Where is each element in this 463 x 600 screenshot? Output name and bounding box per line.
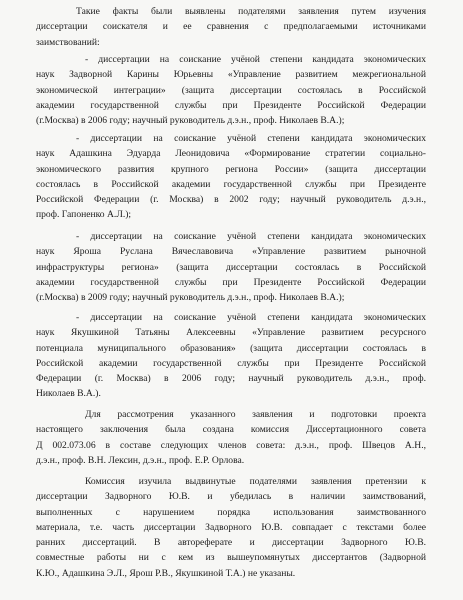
text-line: Российской Федерации (г. Москва) в 2002 году; научный руководитель д.э.н., (36, 194, 426, 206)
text-line: - диссертации на соискание учёной степени кандидата экономических (76, 312, 426, 323)
text-line: д.э.н., проф. В.Н. Лексин, д.э.н., проф. Е.Р. Орлова. (36, 454, 245, 466)
commission-paragraph (36, 407, 426, 468)
text-line: настоящего заключения была создана комиссия Диссертационного совета (36, 424, 426, 436)
text-line: наук Адашкина Эдуарда Леонидовича «Формирование стратегии социально- (36, 148, 426, 160)
text-line: (г.Москва) в 2009 году; научный руководитель д.э.н., проф. Николаев В.А.); (36, 292, 345, 304)
text-line: заимствований: (36, 36, 100, 48)
text-line: диссертации Задворного Ю.В. и убедилась в наличии заимствований, (36, 491, 426, 503)
intro-paragraph (36, 4, 426, 50)
text-line: Д 002.073.06 в составе следующих членов совета: д.э.н., проф. Швецов А.Н., (36, 439, 426, 451)
text-line: - диссертации на соискание учёной степени кандидата экономических (85, 54, 426, 65)
text-line: ранних диссертаций. В автореферате и диссертации Задворного Ю.В. (36, 537, 426, 549)
text-line: Федерации (г. Москва) в 2006 году; научный руководитель д.э.н., проф. (36, 373, 426, 385)
dissertation-yakushkina-paragraph (36, 310, 426, 402)
text-line: состоялась в Российской академии государственной службы при Президенте (36, 178, 426, 190)
text-line: К.Ю., Адашкина Э.Л., Ярош Р.В., Якушкиной Т.А.) не указаны. (36, 567, 296, 579)
dissertation-zadvornaya-paragraph (36, 52, 426, 128)
text-line: Николаев В.А.). (36, 388, 101, 400)
text-line: Комиссия изучила выдвинутые подателями заявления претензии к (85, 476, 426, 487)
text-line: наук Яроша Руслана Вячеславовича «Управление развитием рыночной (36, 246, 426, 258)
dissertation-adashkin-paragraph (36, 131, 426, 223)
text-line: Российской академии государственной службы при Президенте Российской (36, 357, 426, 369)
text-line: экономического развития крупного региона России» (защита диссертации (36, 163, 426, 175)
text-line: - диссертации на соискание учёной степени кандидата экономических (76, 231, 426, 242)
text-line: академии государственной службы при Президенте Российской Федерации (36, 276, 426, 288)
text-line: Для рассмотрения указанного заявления и подготовки проекта (85, 409, 426, 420)
text-line: проф. Гапоненко А.Л.); (36, 209, 132, 221)
text-line: - диссертации на соискание учёной степени кандидата экономических (76, 133, 426, 144)
text-line: диссертации соискателя и ее сравнения с предполагаемыми источниками (36, 21, 426, 33)
text-line: академии государственной службы при Президенте Российской Федерации (36, 99, 426, 111)
text-line: экономической интеграции» (защита диссертации состоялась в Российской (36, 84, 426, 96)
text-line: (г.Москва) в 2006 году; научный руководитель д.э.н., проф. Николаев В.А.); (36, 115, 345, 127)
text-line: наук Задворной Карины Юрьевны «Управление развитием межрегиональной (36, 69, 426, 81)
text-line: материала, т.е. часть диссертации Задворного Ю.В. совпадает с текстами более (36, 521, 426, 533)
text-line: потенциала муниципального образования» (защита диссертации состоялась в (36, 342, 426, 354)
findings-paragraph (36, 474, 426, 581)
text-line: инфраструктуры региона» (защита диссертации состоялась в Российской (36, 261, 426, 273)
dissertation-yarosh-paragraph (36, 229, 426, 305)
text-line: совместные работы ни с кем из вышеупомянутых диссертантов (Задворной (36, 552, 426, 564)
text-line: выполненных с нарушением порядка использования заимствованного (36, 506, 426, 518)
text-line: наук Якушкиной Татьяны Алексеевны «Управление развитием ресурсного (36, 327, 426, 339)
text-line: Такие факты были выявлены подателями заявления путем изучения (76, 6, 426, 17)
